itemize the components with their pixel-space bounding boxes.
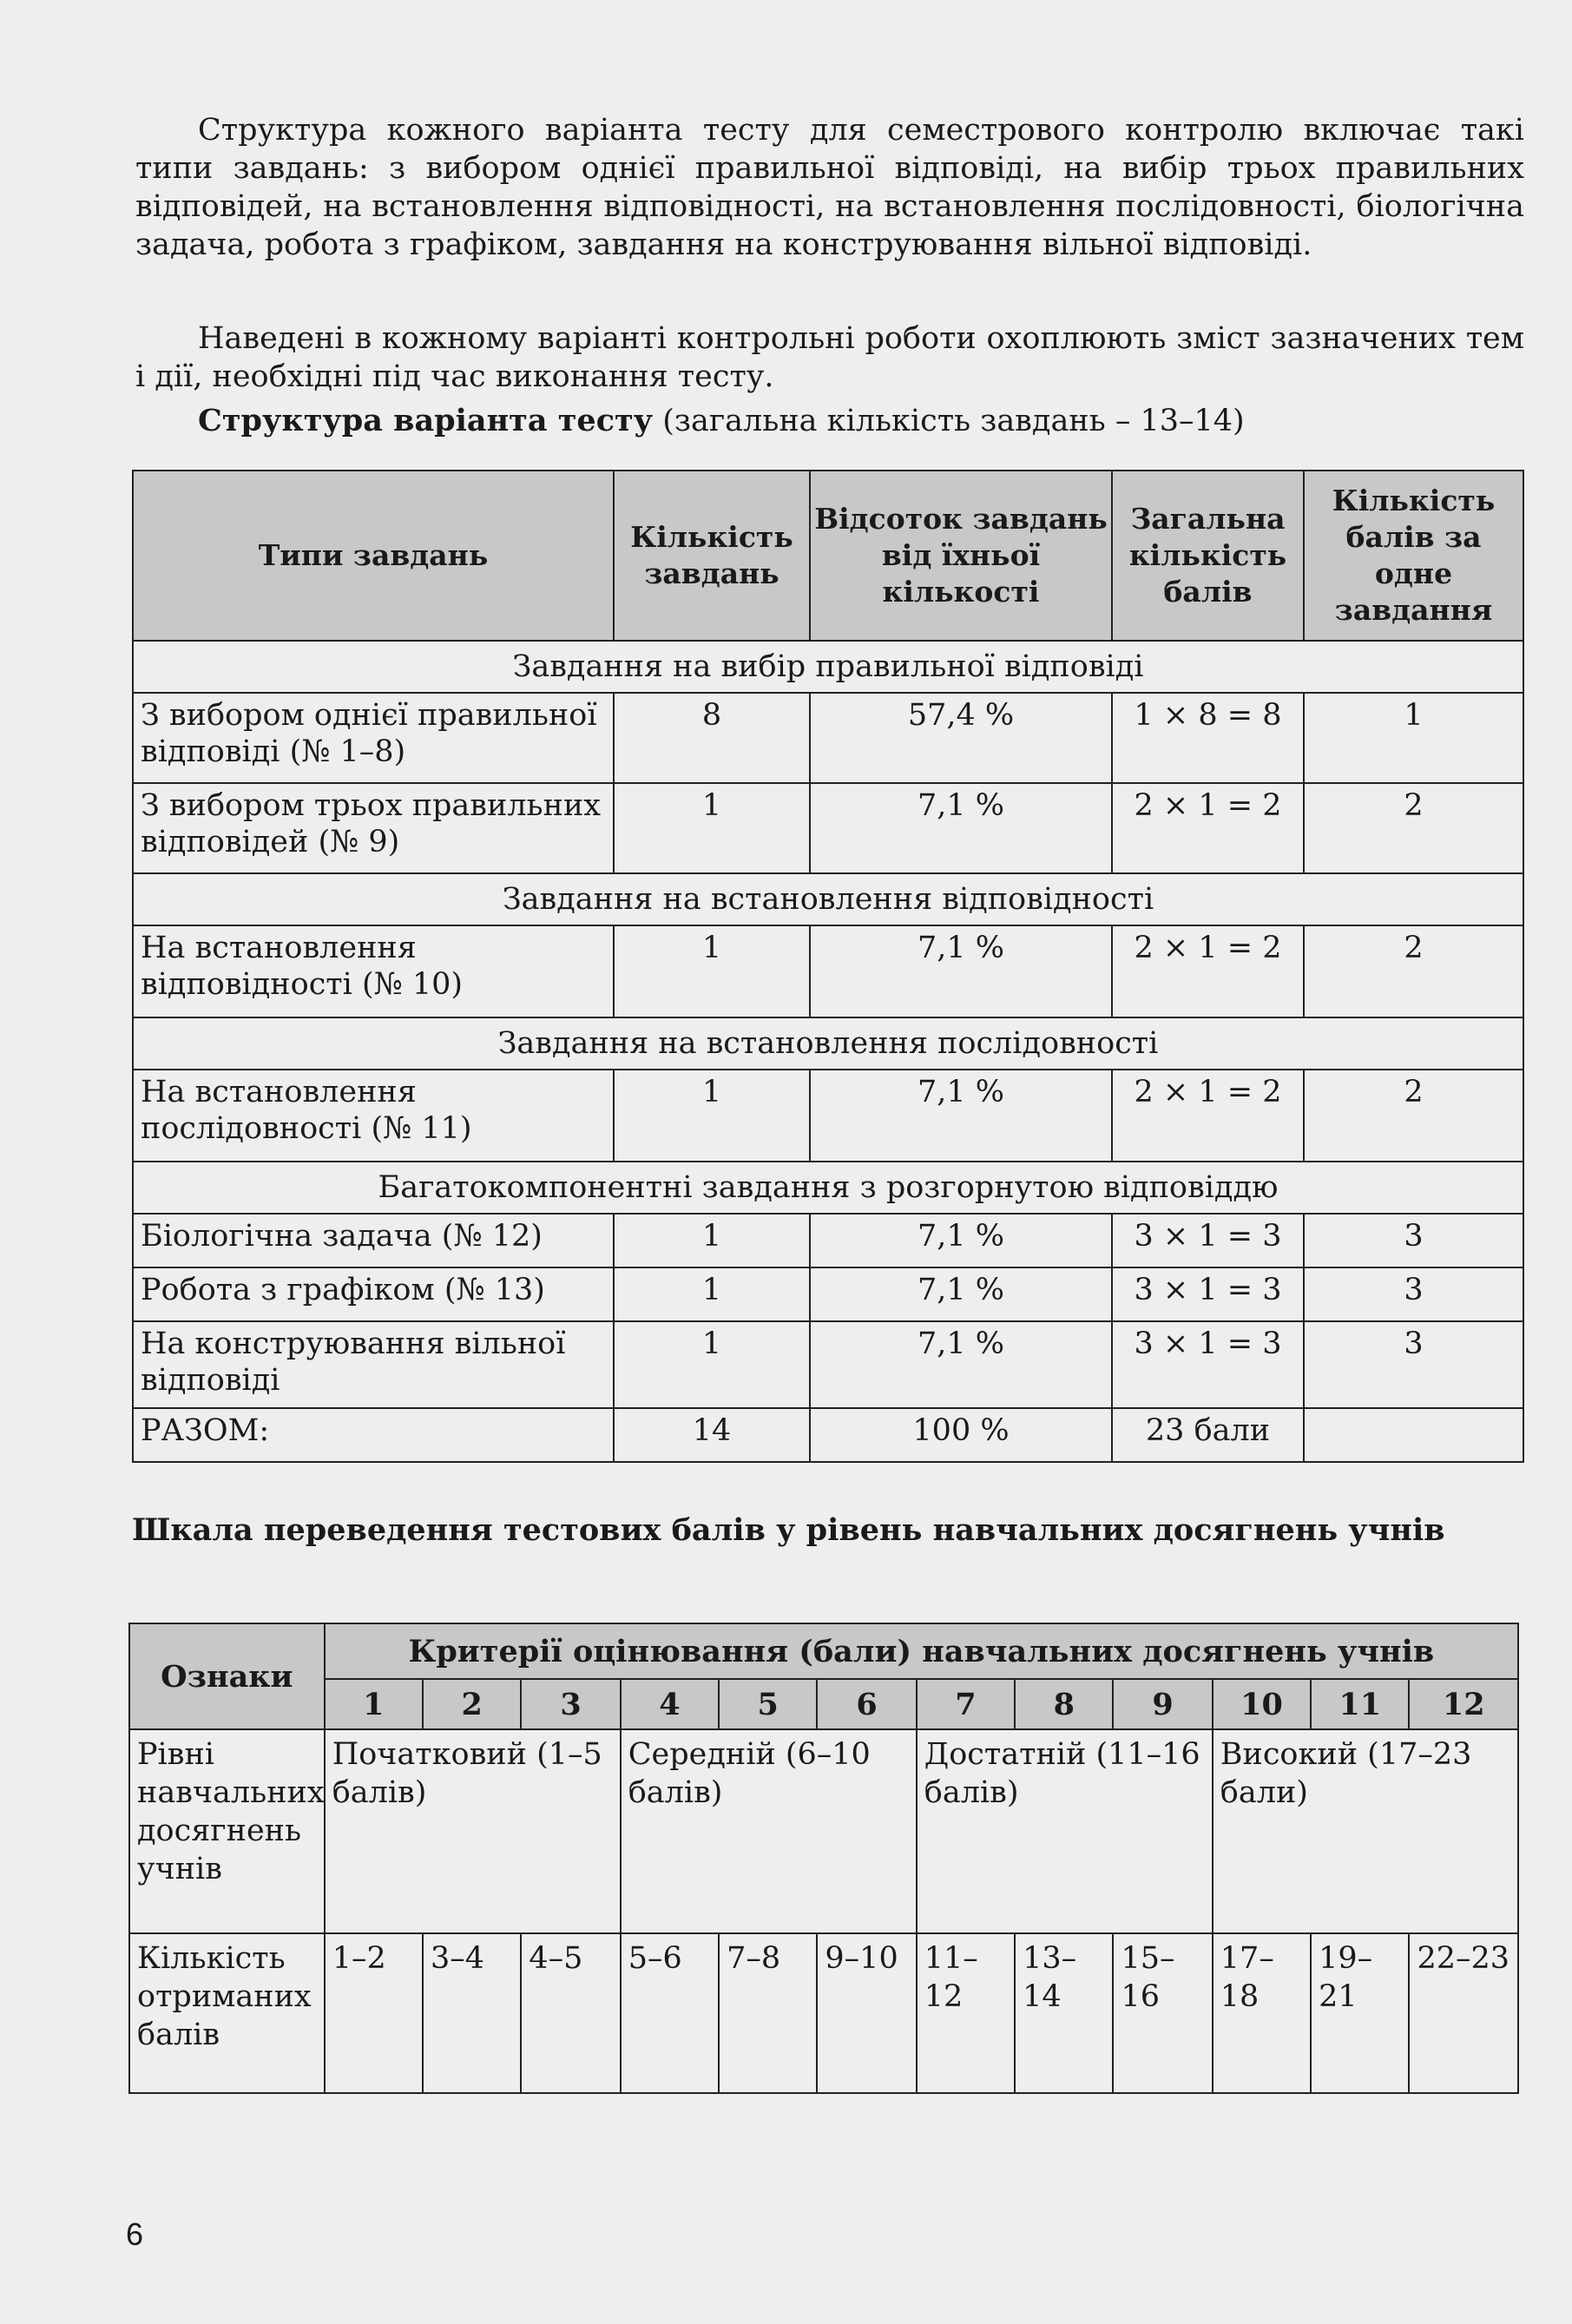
level-initial: Початковий (1–5 балів): [325, 1729, 621, 1933]
cell-total: 1 × 8 = 8: [1112, 693, 1304, 783]
table-row: [133, 1321, 1523, 1408]
total-count: 14: [614, 1408, 810, 1462]
grade-header: 7: [917, 1679, 1015, 1729]
cell-type: З вибором однієї правильної відповіді (№ 1–8): [133, 693, 614, 783]
header-points-per-task: Кількість балів за одне завдання: [1304, 471, 1523, 641]
cell-per-task: 2: [1304, 925, 1523, 1017]
points-cell: 7–8: [719, 1933, 817, 2093]
cell-percent: 7,1 %: [810, 1321, 1112, 1408]
cell-type: З вибором трьох правильних відповідей (№ 9): [133, 783, 614, 873]
section-row: [133, 1162, 1523, 1214]
page-number: 6: [126, 2216, 144, 2252]
cell-count: 1: [614, 1267, 810, 1321]
grade-header: 5: [719, 1679, 817, 1729]
total-label: РАЗОМ:: [133, 1408, 614, 1462]
cell-total: 3 × 1 = 3: [1112, 1214, 1304, 1267]
cell-per-task: 1: [1304, 693, 1523, 783]
cell-per-task: 2: [1304, 783, 1523, 873]
table-header-row: [133, 471, 1523, 641]
header-criteria: Критерії оцінювання (бали) навчальних досягнень учнів: [325, 1623, 1518, 1679]
grade-header: 2: [423, 1679, 521, 1729]
cell-percent: 7,1 %: [810, 1267, 1112, 1321]
table-row: [133, 693, 1523, 783]
levels-row: [129, 1729, 1518, 1933]
level-medium: Середній (6–10 балів): [621, 1729, 917, 1933]
points-cell: 11–12: [917, 1933, 1015, 2093]
levels-label: Рівні навчальних досягнень учнів: [129, 1729, 325, 1933]
table-row: [133, 925, 1523, 1017]
header-task-types: Типи завдань: [133, 471, 614, 641]
points-cell: 4–5: [521, 1933, 620, 2093]
total-per-task: [1304, 1408, 1523, 1462]
grade-header: 4: [621, 1679, 719, 1729]
structure-heading: [198, 402, 1245, 440]
points-cell: 1–2: [325, 1933, 423, 2093]
grading-scale-table: [128, 1623, 1519, 2094]
header-total-points: Загальна кількість балів: [1112, 471, 1304, 641]
cell-count: 1: [614, 1214, 810, 1267]
cell-count: 8: [614, 693, 810, 783]
grade-header: 10: [1213, 1679, 1311, 1729]
points-row: [129, 1933, 1518, 2093]
points-cell: 9–10: [817, 1933, 916, 2093]
cell-percent: 57,4 %: [810, 693, 1112, 783]
grade-header: 12: [1409, 1679, 1518, 1729]
cell-count: 1: [614, 1321, 810, 1408]
points-label: Кількість отриманих балів: [129, 1933, 325, 2093]
points-cell: 5–6: [621, 1933, 719, 2093]
grade-header: 1: [325, 1679, 423, 1729]
header-task-percent: Відсоток завдань від їхньої кількості: [810, 471, 1112, 641]
table-row: [133, 783, 1523, 873]
grade-header: 6: [817, 1679, 916, 1729]
criteria-header-row: [129, 1623, 1518, 1679]
grade-header: 11: [1311, 1679, 1409, 1729]
cell-total: 3 × 1 = 3: [1112, 1321, 1304, 1408]
header-signs: Ознаки: [129, 1623, 325, 1729]
structure-heading-bold: Структура варіанта тесту: [198, 403, 654, 438]
intro-paragraph-2: Наведені в кожному варіанті контрольні роботи охоплюють зміст зазначених тем і дії, необхідні під час виконання тесту.: [135, 321, 1524, 394]
points-cell: 13–14: [1015, 1933, 1113, 2093]
cell-type: На встановлення відповідності (№ 10): [133, 925, 614, 1017]
section-extended: Багатокомпонентні завдання з розгорнутою відповіддю: [133, 1162, 1523, 1214]
test-structure-table: [132, 470, 1524, 1463]
cell-percent: 7,1 %: [810, 783, 1112, 873]
total-points: 23 бали: [1112, 1408, 1304, 1462]
scale-heading: Шкала переведення тестових балів у рівень навчальних досягнень учнів: [132, 1512, 1445, 1548]
section-matching: Завдання на встановлення відповідності: [133, 873, 1523, 925]
cell-per-task: 2: [1304, 1070, 1523, 1162]
points-cell: 3–4: [423, 1933, 521, 2093]
cell-per-task: 3: [1304, 1321, 1523, 1408]
cell-per-task: 3: [1304, 1267, 1523, 1321]
level-high: Високий (17–23 бали): [1213, 1729, 1518, 1933]
section-row: [133, 1017, 1523, 1070]
table-row: [133, 1070, 1523, 1162]
intro-paragraph-1: Структура кожного варіанта тесту для семестрового контролю включає такі типи завдань: з вибором однієї правильної відповіді, на вибір трьох правильних відповідей, на встановлення відповідності, на встановлення послідовності, біологічна задача, робота з графіком, завдання на конструювання вільної відповіді.: [135, 113, 1524, 262]
points-cell: 17–18: [1213, 1933, 1311, 2093]
grades-header-row: [129, 1679, 1518, 1729]
total-percent: 100 %: [810, 1408, 1112, 1462]
cell-count: 1: [614, 783, 810, 873]
table-row: [133, 1267, 1523, 1321]
cell-percent: 7,1 %: [810, 1070, 1112, 1162]
grade-header: 9: [1113, 1679, 1212, 1729]
cell-count: 1: [614, 925, 810, 1017]
points-cell: 19–21: [1311, 1933, 1409, 2093]
header-task-count: Кількість завдань: [614, 471, 810, 641]
cell-type: Біологічна задача (№ 12): [133, 1214, 614, 1267]
grade-header: 3: [521, 1679, 620, 1729]
cell-total: 2 × 1 = 2: [1112, 783, 1304, 873]
cell-type: На встановлення послідовності (№ 11): [133, 1070, 614, 1162]
cell-count: 1: [614, 1070, 810, 1162]
points-cell: 22–23: [1409, 1933, 1518, 2093]
cell-total: 2 × 1 = 2: [1112, 925, 1304, 1017]
grade-header: 8: [1015, 1679, 1113, 1729]
points-cell: 15–16: [1113, 1933, 1212, 2093]
cell-percent: 7,1 %: [810, 1214, 1112, 1267]
cell-total: 3 × 1 = 3: [1112, 1267, 1304, 1321]
cell-type: На конструювання вільної відповіді: [133, 1321, 614, 1408]
table-row: [133, 1214, 1523, 1267]
total-row: [133, 1408, 1523, 1462]
structure-heading-rest: (загальна кількість завдань – 13–14): [653, 404, 1245, 438]
cell-type: Робота з графіком (№ 13): [133, 1267, 614, 1321]
section-choice: Завдання на вибір правильної відповіді: [133, 641, 1523, 693]
section-sequence: Завдання на встановлення послідовності: [133, 1017, 1523, 1070]
level-sufficient: Достатній (11–16 балів): [917, 1729, 1213, 1933]
cell-per-task: 3: [1304, 1214, 1523, 1267]
section-row: [133, 641, 1523, 693]
cell-total: 2 × 1 = 2: [1112, 1070, 1304, 1162]
section-row: [133, 873, 1523, 925]
cell-percent: 7,1 %: [810, 925, 1112, 1017]
